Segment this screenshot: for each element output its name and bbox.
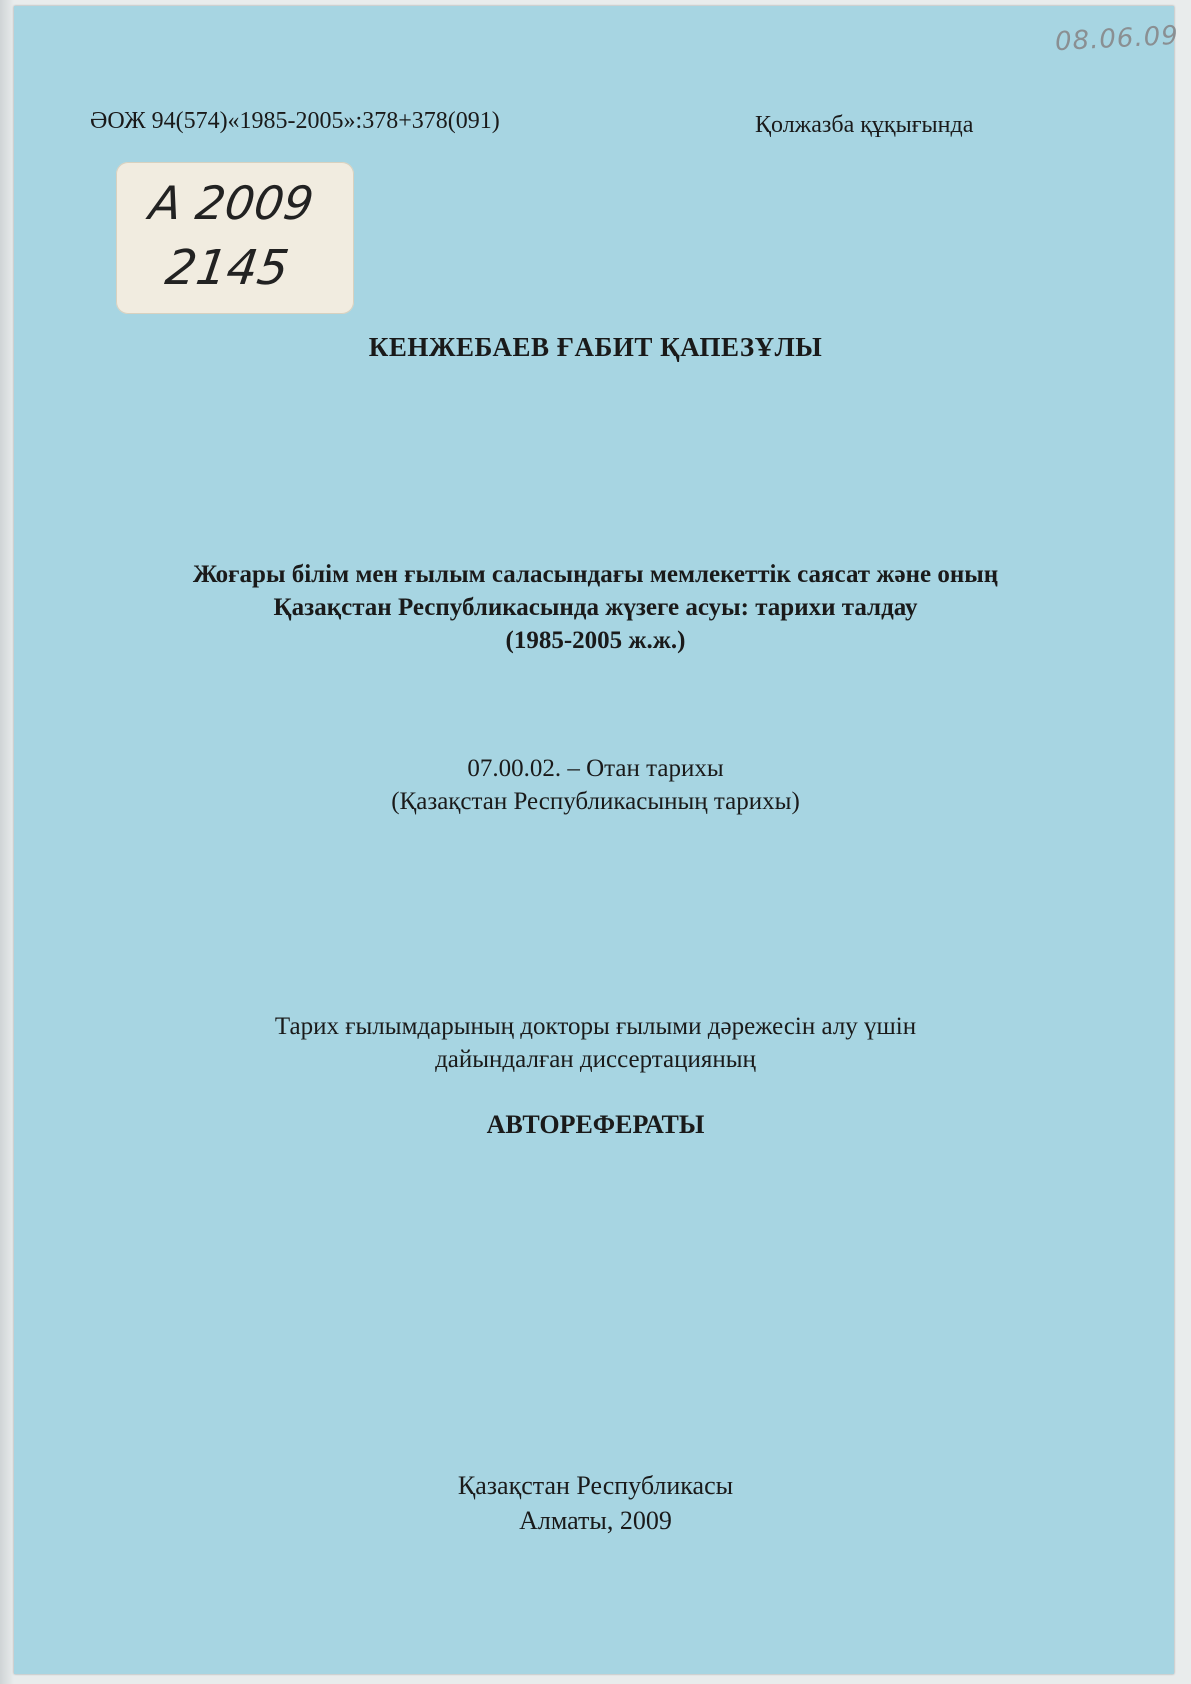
pencil-date-note: 08.06.09 xyxy=(1054,20,1180,58)
dissertation-title xyxy=(0,558,1191,657)
abstract-label: АВТОРЕФЕРАТЫ xyxy=(486,1110,705,1139)
degree-line-1: Тарих ғылымдарының докторы ғылыми дәрежесін алу үшін xyxy=(274,1013,917,1040)
specialty-code: 07.00.02. – Отан тарихы xyxy=(467,755,724,782)
title-line-2: Қазақстан Республикасында жүзеге асуы: тарихи талдау xyxy=(273,594,918,621)
specialty xyxy=(0,752,1191,818)
place-city-year: Алматы, 2009 xyxy=(519,1506,672,1535)
udc-code: ӘОЖ 94(574)«1985-2005»:378+378(091) xyxy=(90,108,500,134)
author-name: КЕНЖЕБАЕВ ҒАБИТ ҚАПЕЗҰЛЫ xyxy=(368,332,823,362)
library-sticker xyxy=(116,162,354,314)
sticker-line-2: 2145 xyxy=(162,240,293,296)
sticker-line-1: А 2009 xyxy=(146,176,317,230)
specialty-name: (Қазақстан Республикасының тарихы) xyxy=(391,788,800,815)
degree-statement xyxy=(0,1010,1191,1076)
title-line-1: Жоғары білім мен ғылым саласындағы мемлекеттік саясат және оның xyxy=(192,561,999,588)
publication-place xyxy=(0,1468,1191,1538)
manuscript-rights: Қолжазба құқығында xyxy=(755,112,974,138)
title-line-3: (1985-2005 ж.ж.) xyxy=(505,627,686,654)
degree-line-2: дайындалған диссертацияның xyxy=(435,1046,756,1073)
scan-edge xyxy=(0,0,14,1684)
place-country: Қазақстан Республикасы xyxy=(457,1471,734,1500)
